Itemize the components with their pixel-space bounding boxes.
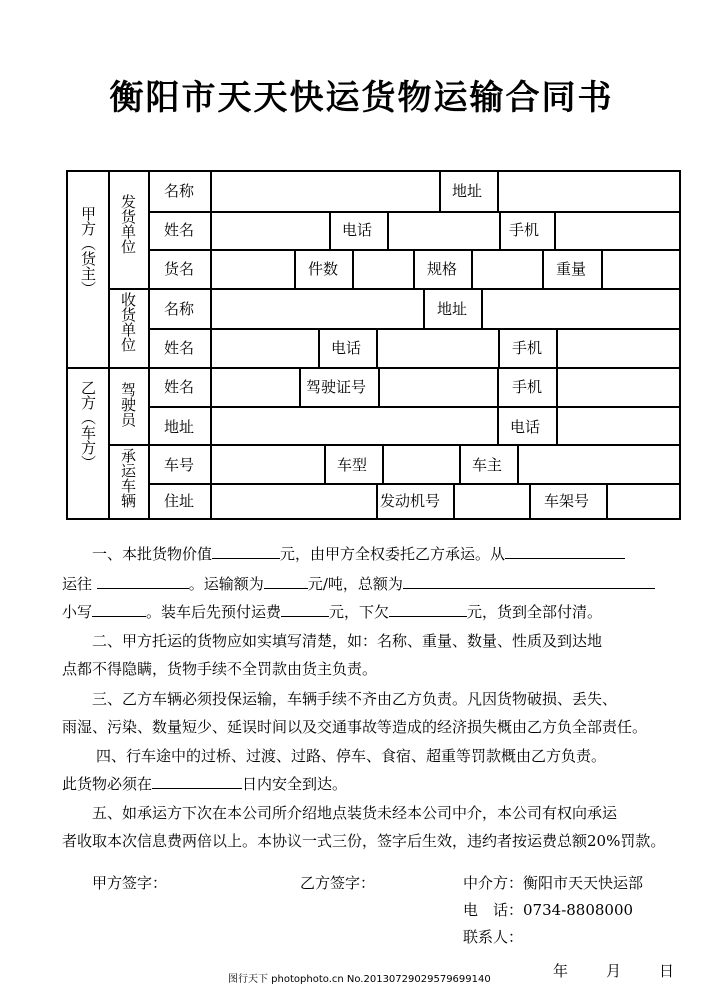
license-label: 驾驶证号 xyxy=(306,378,367,396)
col-divider xyxy=(453,483,455,518)
shipper-name-label: 名称 xyxy=(164,182,195,200)
col-divider xyxy=(439,172,441,211)
col-divider xyxy=(529,483,531,518)
clause-1-line-2: 运往 。运输额为 元/吨，总额为 xyxy=(62,573,655,594)
date-year: 年 xyxy=(553,962,569,980)
driver-phone-label: 电话 xyxy=(510,418,541,436)
col-divider xyxy=(517,444,519,483)
goods-name-label: 货名 xyxy=(164,260,195,278)
col-divider xyxy=(423,288,425,328)
col-divider xyxy=(497,367,499,406)
col-divider xyxy=(556,328,558,367)
party-b-label: 乙方（车方） xyxy=(79,380,97,470)
receiver-address-label: 地址 xyxy=(437,300,468,318)
driver-mobile-label: 手机 xyxy=(512,378,543,396)
model-label: 车型 xyxy=(337,456,368,474)
weight-label: 重量 xyxy=(556,260,587,278)
col-divider xyxy=(324,444,326,483)
col-divider xyxy=(471,249,473,288)
col-divider xyxy=(299,367,301,406)
row-divider xyxy=(148,483,681,485)
col-divider xyxy=(210,172,212,518)
vehicle-label: 承运车辆 xyxy=(119,448,137,508)
col-divider xyxy=(387,211,389,249)
col-divider xyxy=(554,211,556,249)
party-a-signature-label: 甲方签字： xyxy=(92,874,168,892)
col-divider xyxy=(606,483,608,518)
pieces-label: 件数 xyxy=(308,260,339,278)
driver-name-label: 姓名 xyxy=(164,378,195,396)
clause-1-line-1: 一、本批货物价值 元，由甲方全权委托乙方承运。从 xyxy=(92,543,625,564)
residence-label: 住址 xyxy=(164,492,195,510)
col-divider xyxy=(499,211,501,249)
shipper-phone-label: 电话 xyxy=(342,221,373,239)
col-divider xyxy=(376,328,378,367)
engine-label: 发动机号 xyxy=(380,492,441,510)
agent-label: 中介方：衡阳市天天快运部 xyxy=(463,874,644,892)
party-b-signature-label: 乙方签字： xyxy=(300,874,376,892)
driver-label: 驾驶员 xyxy=(119,382,137,427)
shipper-mobile-label: 手机 xyxy=(509,221,540,239)
col-divider xyxy=(459,444,461,483)
col-divider xyxy=(497,172,499,211)
clause-1-line-3: 小写 。装车后先预付运费 元，下欠 元，货到全部付清。 xyxy=(62,603,603,621)
clause-3-line-1: 三、乙方车辆必须投保运输，车辆手续不齐由乙方负责。凡因货物破损、丢失、 xyxy=(92,690,618,708)
receiver-label: 收货单位 xyxy=(119,292,137,352)
watermark-footer: 图行天下 photophoto.cn No.20130729029579699140 xyxy=(228,974,491,985)
page-title: 衡阳市天天快运货物运输合同书 xyxy=(109,78,614,118)
frame-label: 车架号 xyxy=(544,492,590,510)
receiver-person-label: 姓名 xyxy=(164,339,195,357)
clause-4-line-1: 四、行车途中的过桥、过渡、过路、停车、食宿、超重等罚款概由乙方负责。 xyxy=(96,747,607,765)
shipper-label: 发货单位 xyxy=(119,194,137,254)
row-divider xyxy=(148,328,681,330)
row-divider xyxy=(108,288,681,290)
col-divider xyxy=(352,249,354,288)
clause-2-line-2: 点都不得隐瞒，货物手续不全罚款由货主负责。 xyxy=(62,660,378,678)
clause-3-line-2: 雨湿、污染、数量短少、延误时间以及交通事故等造成的经济损失概由乙方负全部责任。 xyxy=(62,718,648,736)
row-divider xyxy=(108,444,681,446)
col-divider xyxy=(329,211,331,249)
shipper-person-label: 姓名 xyxy=(164,221,195,239)
driver-address-label: 地址 xyxy=(164,418,195,436)
receiver-phone-label: 电话 xyxy=(331,339,362,357)
col-divider xyxy=(108,172,110,518)
col-divider xyxy=(294,249,296,288)
col-divider xyxy=(376,483,378,518)
clause-5-line-2: 者收取本次信息费两倍以上。本协议一式三份，签字后生效，违约者按运费总额20%罚款。 xyxy=(62,832,666,850)
col-divider xyxy=(556,406,558,444)
clause-4-line-2: 此货物必须在 日内安全到达。 xyxy=(62,775,348,793)
plate-label: 车号 xyxy=(164,456,195,474)
col-divider xyxy=(542,249,544,288)
row-divider xyxy=(148,211,681,213)
col-divider xyxy=(497,406,499,444)
shipper-address-label: 地址 xyxy=(452,182,483,200)
col-divider xyxy=(378,367,380,406)
receiver-mobile-label: 手机 xyxy=(512,339,543,357)
clause-5-line-1: 五、如承运方下次在本公司所介绍地点装货未经本公司中介，本公司有权向承运 xyxy=(92,804,618,822)
spec-label: 规格 xyxy=(427,260,458,278)
col-divider xyxy=(481,288,483,328)
col-divider xyxy=(413,249,415,288)
agent-phone: 电 话：0734-8808000 xyxy=(463,901,634,919)
col-divider xyxy=(318,328,320,367)
row-divider xyxy=(68,367,681,369)
agent-phone-value: 0734-8808000 xyxy=(523,901,634,919)
party-a-label: 甲方（货主） xyxy=(79,206,97,296)
clause-2-line-1: 二、甲方托运的货物应如实填写清楚，如：名称、重量、数量、性质及到达地 xyxy=(92,632,603,650)
agent-name: 衡阳市天天快运部 xyxy=(523,874,644,892)
col-divider xyxy=(556,367,558,406)
col-divider xyxy=(148,172,150,518)
contact-label: 联系人： xyxy=(463,928,524,946)
col-divider xyxy=(498,328,500,367)
col-divider xyxy=(601,249,603,288)
date-month: 月 xyxy=(606,962,622,980)
owner-label: 车主 xyxy=(472,456,503,474)
date-day: 日 xyxy=(659,962,675,980)
row-divider xyxy=(148,406,681,408)
contract-form-table xyxy=(66,170,681,520)
receiver-name-label: 名称 xyxy=(164,300,195,318)
col-divider xyxy=(382,444,384,483)
